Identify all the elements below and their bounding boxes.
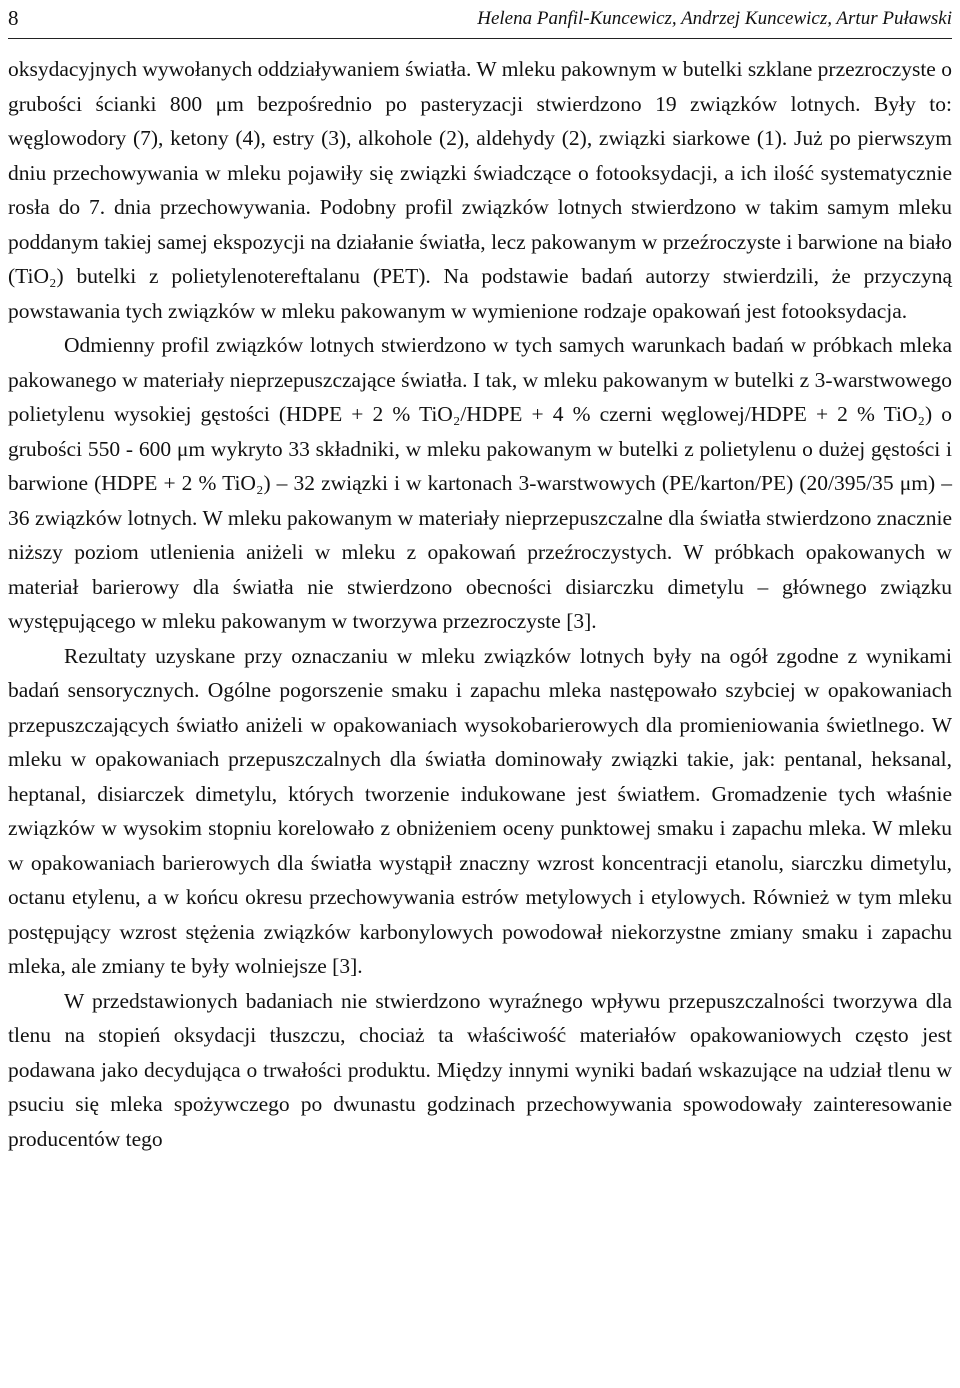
article-body [8,52,952,1156]
page-number: 8 [8,6,19,30]
paragraph: W przedstawionych badaniach nie stwierdzono wyraźnego wpływu przepuszczalności tworzywa dla tlenu na stopień oksydacji tłuszczu, chociaż ta właściwość materiałów opakowaniowych często jest podawana jako decydująca o trwałości produktu. Między innymi wyniki badań wskazujące na udział tlenu w psuciu się mleka spożywczego po dwunastu godzinach przechowywania spowodowały zainteresowanie producentów tego [8,988,952,1151]
header-rule [8,38,952,39]
paragraph-continued: oksydacyjnych wywołanych oddziaływaniem światła. W mleku pakownym w butelki szklane przezroczyste o grubości ścianki 800 μm bezpośrednio po pasteryzacji stwierdzono 19 związków lotnych. Były to: węglowodory (7), ketony (4), estry (3), alkohole (2), aldehydy (2), związki siarkowe (1). Już po pierwszym dniu przechowywania w mleku pojawiły się związki świadczące o fotooksydacji, a ich ilość systematycznie rosła do 7. dnia przechowywania. Podobny profil związków lotnych stwierdzono w takim samym mleku poddanym takiej samej ekspozycji na działanie światła, lecz pakowanym w przeźroczyste i barwione na biało (TiO₂) butelki z polietylenotereftalanu (PET). Na podstawie badań autorzy stwierdzili, że przyczyną powstawania tych związków w mleku pakowanym w wymienione rodzaje opakowań jest fotooksydacja. [8,57,952,323]
paragraph: Odmienny profil związków lotnych stwierdzono w tych samych warunkach badań w próbkach mleka pakowanego w materiały nieprzepuszczające światła. I tak, w mleku pakowanym w butelki z 3-warstwowego polietylenu wysokiej gęstości (HDPE + 2 % TiO₂/HDPE + 4 % czerni węglowej/HDPE + 2 % TiO₂) o grubości 550 - 600 μm wykryto 33 składniki, w mleku pakowanym w butelki z polietylenu o dużej gęstości i barwione (HDPE + 2 % TiO₂) – 32 związki i w kartonach 3-warstwowych (PE/karton/PE) (20/395/35 μm) – 36 związków lotnych. W mleku pakowanym w materiały nieprzepuszczalne dla światła stwierdzono znacznie niższy poziom utlenienia aniżeli w mleku z opakowań przeźroczystych. W próbkach opakowanych w materiał barierowy dla światła nie stwierdzono obecności disiarczku dimetylu – głównego związku występującego w mleku pakowanym w tworzywa przezroczyste [3]. [8,333,952,633]
page-header [8,4,952,34]
running-head-authors: Helena Panfil-Kuncewicz, Andrzej Kuncewicz, Artur Puławski [477,8,952,29]
paragraph: Rezultaty uzyskane przy oznaczaniu w mleku związków lotnych były na ogół zgodne z wynikami badań sensorycznych. Ogólne pogorszenie smaku i zapachu mleka następowało szybciej w opakowaniach przepuszczających światło aniżeli w opakowaniach wysokobarierowych dla promieniowania świetlnego. W mleku w opakowaniach przepuszczalnych dla światła dominowały związki takie, jak: pentanal, heksanal, heptanal, disiarczek dimetylu, których tworzenie indukowane jest światłem. Gromadzenie tych właśnie związków w wysokim stopniu korelowało z obniżeniem oceny punktowej smaku i zapachu mleka. W mleku w opakowaniach barierowych dla światła wystąpił znaczny wzrost koncentracji etanolu, siarczku dimetylu, octanu etylenu, a w końcu okresu przechowywania estrów metylowych i etylowych. Również w tym mleku postępujący wzrost stężenia związków karbonylowych powodował niekorzystne zmiany smaku i zapachu mleka, ale zmiany te były wolniejsze [3]. [8,643,952,978]
